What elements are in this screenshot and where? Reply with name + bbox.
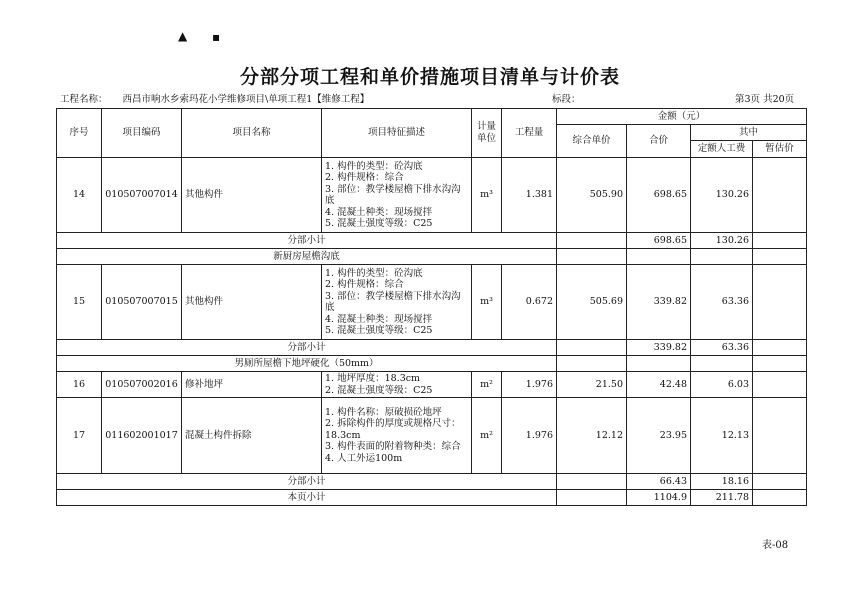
row-total: 23.95 <box>627 398 691 474</box>
row-name: 修补地坪 <box>182 372 322 398</box>
table-row <box>57 398 807 474</box>
row-code: 010507002016 <box>102 372 182 398</box>
header-unit: 计量单位 <box>472 109 502 158</box>
row-qty: 1.976 <box>502 372 557 398</box>
subtotal-row <box>57 233 807 249</box>
empty-cell <box>627 356 691 372</box>
project-name-label: 工程名称： <box>60 94 108 105</box>
row-desc <box>322 158 472 233</box>
header-unit-price: 综合单价 <box>557 125 627 158</box>
row-provisional <box>753 372 807 398</box>
page-total-label: 本页小计 <box>57 490 557 506</box>
header-provisional: 暂估价 <box>753 141 807 158</box>
subtotal-row <box>57 340 807 356</box>
empty-cell <box>557 340 627 356</box>
row-desc <box>322 398 472 474</box>
empty-cell <box>691 249 753 265</box>
empty-cell <box>557 474 627 490</box>
row-labor: 6.03 <box>691 372 753 398</box>
empty-cell <box>753 340 807 356</box>
row-qty: 0.672 <box>502 265 557 340</box>
header-amount: 金额（元） <box>557 109 807 125</box>
desc-line: 4. 混凝土种类：现场搅拌 <box>325 313 433 325</box>
header-name: 项目名称 <box>182 109 322 158</box>
desc-line: 2. 构件规格：综合 <box>325 279 404 290</box>
empty-cell <box>753 474 807 490</box>
subtotal-label: 分部小计 <box>57 340 557 356</box>
corner-mark-1: ▲ <box>178 29 188 43</box>
row-provisional <box>753 158 807 233</box>
row-qty: 1.381 <box>502 158 557 233</box>
row-code: 010507007015 <box>102 265 182 340</box>
desc-line: 5. 混凝土强度等级：C25 <box>325 325 433 336</box>
desc-line: 1. 构件的类型：砼沟底 <box>325 160 423 172</box>
empty-cell <box>753 249 807 265</box>
row-unit: m² <box>472 372 502 398</box>
empty-cell <box>557 233 627 249</box>
subtotal-label: 分部小计 <box>57 474 557 490</box>
empty-cell <box>753 490 807 506</box>
table-row <box>57 158 807 233</box>
header-labor: 定额人工费 <box>691 141 753 158</box>
page-total-row <box>57 490 807 506</box>
form-number: 表-08 <box>762 540 789 551</box>
section-label: 标段： <box>552 94 581 105</box>
row-total: 42.48 <box>627 372 691 398</box>
page-total-labor: 211.78 <box>691 490 753 506</box>
empty-cell <box>557 356 627 372</box>
desc-line: 2. 拆除构件的厚度或规格尺寸：18.3cm <box>325 418 461 441</box>
row-unit-price: 21.50 <box>557 372 627 398</box>
row-total: 698.65 <box>627 158 691 233</box>
row-unit: m³ <box>472 265 502 340</box>
row-name: 其他构件 <box>182 158 322 233</box>
row-total: 339.82 <box>627 265 691 340</box>
subtotal-total: 339.82 <box>627 340 691 356</box>
row-provisional <box>753 265 807 340</box>
header-total: 合价 <box>627 125 691 158</box>
section-title: 男厕所屋檐下地坪硬化（50mm） <box>57 356 557 372</box>
row-code: 011602001017 <box>102 398 182 474</box>
row-unit-price: 12.12 <box>557 398 627 474</box>
desc-line: 3. 部位：教学楼屋檐下排水沟沟底 <box>325 290 461 313</box>
desc-line: 3. 部位：教学楼屋檐下排水沟沟底 <box>325 183 461 206</box>
empty-cell <box>691 356 753 372</box>
page-info: 第3页 共20页 <box>735 94 795 105</box>
page-title: 分部分项工程和单价措施项目清单与计价表 <box>239 66 620 88</box>
header-qty: 工程量 <box>502 109 557 158</box>
row-unit: m³ <box>472 158 502 233</box>
row-provisional <box>753 398 807 474</box>
row-labor: 130.26 <box>691 158 753 233</box>
row-desc <box>322 265 472 340</box>
row-seq: 17 <box>57 398 102 474</box>
desc-line: 5. 混凝土强度等级：C25 <box>325 218 433 229</box>
section-title: 新厨房屋檐沟底 <box>57 249 557 265</box>
project-name-row <box>60 94 369 106</box>
desc-line: 3. 构件表面的附着物种类：综合 <box>325 441 461 453</box>
empty-cell <box>557 490 627 506</box>
empty-cell <box>753 233 807 249</box>
row-unit-price: 505.90 <box>557 158 627 233</box>
empty-cell <box>557 249 627 265</box>
bill-table <box>56 108 807 506</box>
subtotal-labor: 130.26 <box>691 233 753 249</box>
subtotal-total: 66.43 <box>627 474 691 490</box>
subtotal-row <box>57 474 807 490</box>
table-row <box>57 372 807 398</box>
page-total-total: 1104.9 <box>627 490 691 506</box>
empty-cell <box>627 249 691 265</box>
empty-cell <box>753 356 807 372</box>
desc-line: 4. 人工外运100m <box>325 452 403 464</box>
project-name: 西昌市响水乡索玛花小学维修项目\单项工程1【维修工程】 <box>122 94 370 105</box>
row-name: 混凝土构件拆除 <box>182 398 322 474</box>
desc-line: 2. 构件规格：综合 <box>325 172 404 183</box>
desc-line: 1. 地坪厚度：18.3cm <box>325 373 421 384</box>
subtotal-total: 698.65 <box>627 233 691 249</box>
header-row-1 <box>57 109 807 125</box>
header-code: 项目编码 <box>102 109 182 158</box>
row-labor: 12.13 <box>691 398 753 474</box>
table-row <box>57 265 807 340</box>
section-row <box>57 356 807 372</box>
row-unit: m² <box>472 398 502 474</box>
row-seq: 14 <box>57 158 102 233</box>
row-code: 010507007014 <box>102 158 182 233</box>
desc-line: 4. 混凝土种类：现场搅拌 <box>325 206 433 218</box>
subtotal-labor: 18.16 <box>691 474 753 490</box>
subtotal-labor: 63.36 <box>691 340 753 356</box>
row-qty: 1.976 <box>502 398 557 474</box>
desc-line: 1. 构件的类型：砼沟底 <box>325 267 423 279</box>
desc-line: 2. 混凝土强度等级：C25 <box>325 384 433 396</box>
header-seq: 序号 <box>57 109 102 158</box>
subtotal-label: 分部小计 <box>57 233 557 249</box>
row-seq: 16 <box>57 372 102 398</box>
section-row <box>57 249 807 265</box>
row-labor: 63.36 <box>691 265 753 340</box>
header-desc: 项目特征描述 <box>322 109 472 158</box>
row-desc <box>322 372 472 398</box>
row-seq: 15 <box>57 265 102 340</box>
header-of-which: 其中 <box>691 125 807 141</box>
row-name: 其他构件 <box>182 265 322 340</box>
corner-mark-2: ▪ <box>212 30 221 44</box>
desc-line: 1. 构件名称：原破损砼地坪 <box>325 406 442 418</box>
row-unit-price: 505.69 <box>557 265 627 340</box>
